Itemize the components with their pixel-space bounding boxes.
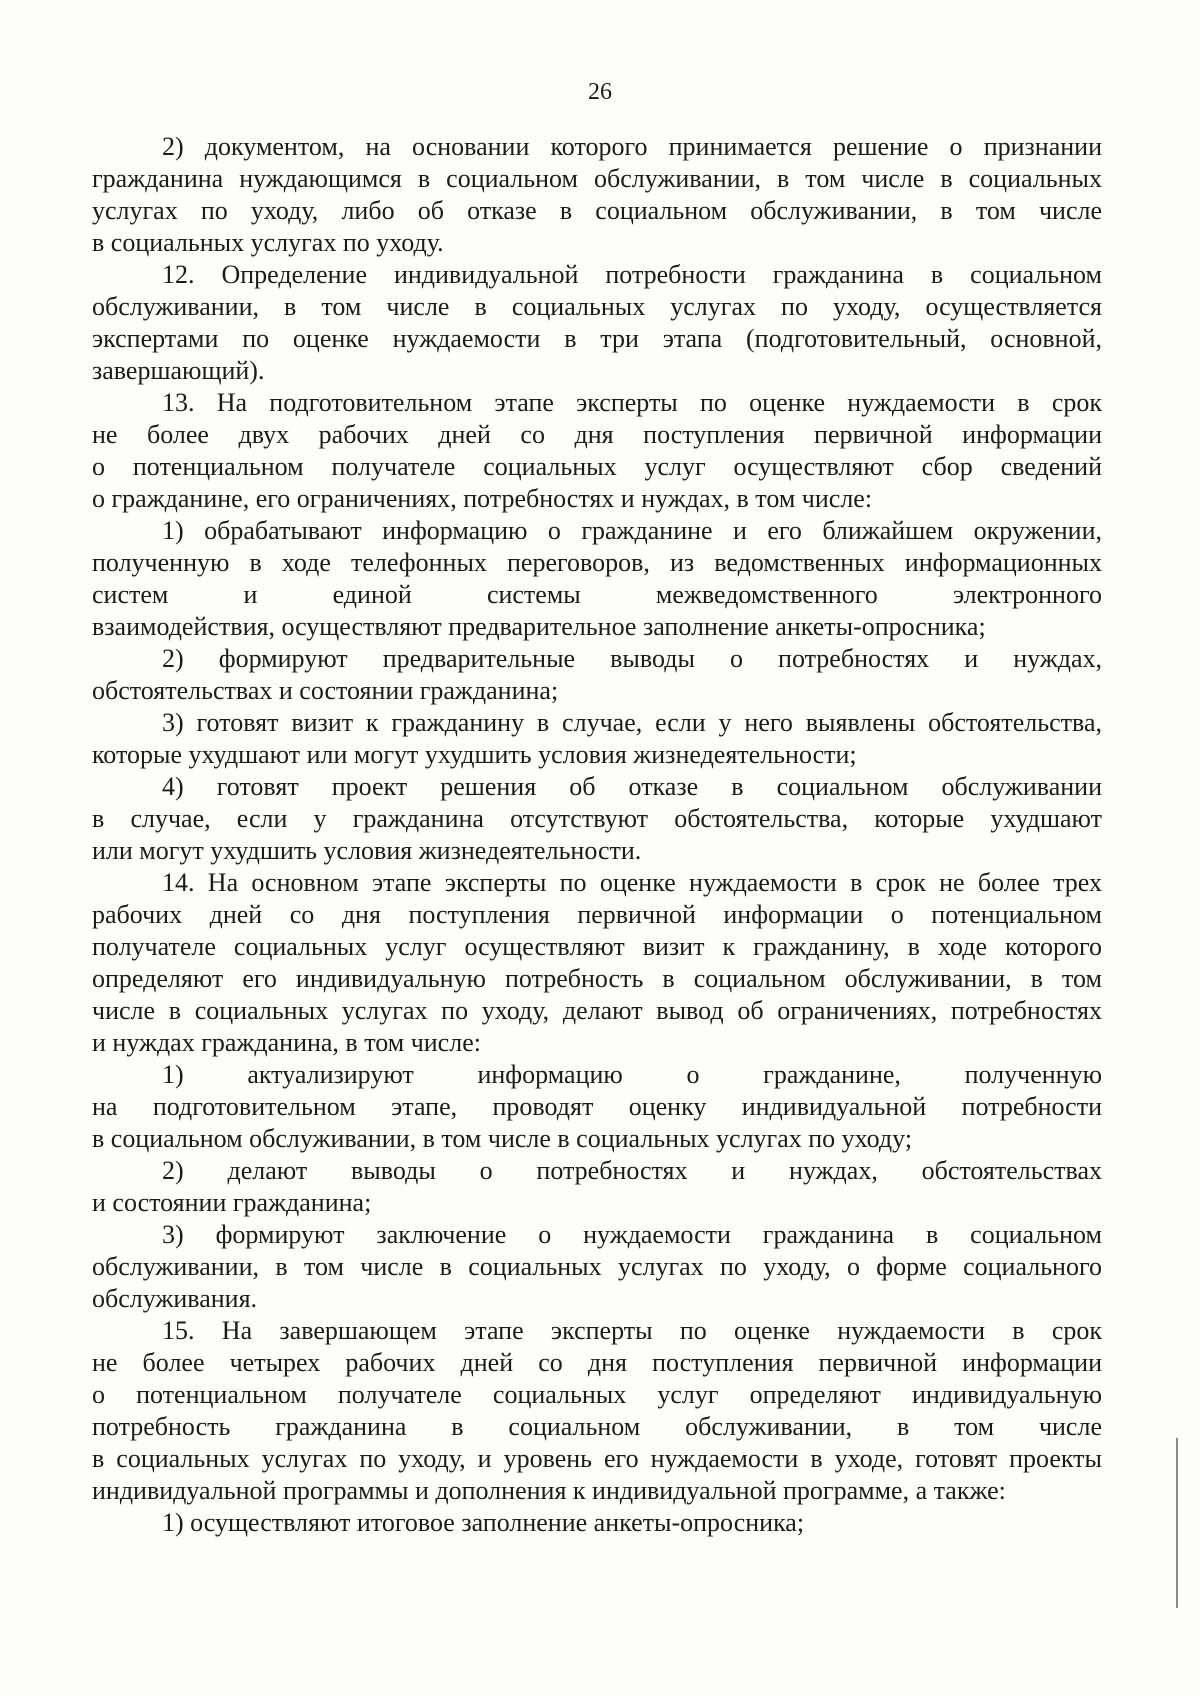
text-line: 1) осуществляют итоговое заполнение анкеты-опросника;	[162, 1508, 805, 1537]
text-line: не более двух рабочих дней со дня поступления первичной информации	[92, 420, 1102, 449]
text-line: 3) готовят визит к гражданину в случае, если у него выявлены обстоятельства,	[162, 708, 1102, 737]
document-body	[92, 131, 1102, 1539]
text-line: гражданина нуждающимся в социальном обслуживании, в том числе в социальных	[92, 164, 1102, 193]
text-line: 1) обрабатывают информацию о гражданине и его ближайшем окружении,	[162, 516, 1102, 545]
text-line: 14. На основном этапе эксперты по оценке нуждаемости в срок не более трех	[162, 868, 1102, 897]
text-line: 2) формируют предварительные выводы о потребностях и нуждах,	[162, 644, 1102, 673]
text-line: о потенциальном получателе социальных услуг определяют индивидуальную	[92, 1380, 1102, 1409]
text-line: завершающий).	[92, 356, 265, 385]
text-line: 2) документом, на основании которого принимается решение о признании	[162, 132, 1102, 161]
text-line: определяют его индивидуальную потребность в социальном обслуживании, в том	[92, 964, 1102, 993]
text-line: на подготовительном этапе, проводят оценку индивидуальной потребности	[92, 1092, 1102, 1121]
text-line: 13. На подготовительном этапе эксперты по оценке нуждаемости в срок	[162, 388, 1102, 417]
text-line: и состоянии гражданина;	[92, 1188, 372, 1217]
text-line: 4) готовят проект решения об отказе в социальном обслуживании	[162, 772, 1102, 801]
text-line: потребность гражданина в социальном обслуживании, в том числе	[92, 1412, 1102, 1441]
text-line: обслуживания.	[92, 1284, 258, 1313]
text-line: обстоятельствах и состоянии гражданина;	[92, 676, 559, 705]
text-line: 2) делают выводы о потребностях и нуждах, обстоятельствах	[162, 1156, 1102, 1185]
text-line: обслуживании, в том числе в социальных услугах по уходу, осуществляется	[92, 292, 1102, 321]
text-line: индивидуальной программы и дополнения к индивидуальной программе, а также:	[92, 1476, 1006, 1505]
text-line: 12. Определение индивидуальной потребности гражданина в социальном	[162, 260, 1102, 289]
text-line: услугах по уходу, либо об отказе в социальном обслуживании, в том числе	[92, 196, 1102, 225]
text-line: в социальном обслуживании, в том числе в социальных услугах по уходу;	[92, 1124, 913, 1153]
text-line: рабочих дней со дня поступления первичной информации о потенциальном	[92, 900, 1102, 929]
text-line: 3) формируют заключение о нуждаемости гражданина в социальном	[162, 1220, 1102, 1249]
text-line: 1) актуализируют информацию о гражданине, полученную	[162, 1060, 1102, 1089]
text-line: о гражданине, его ограничениях, потребностях и нуждах, в том числе:	[92, 484, 873, 513]
text-line: в социальных услугах по уходу.	[92, 228, 444, 257]
text-line: которые ухудшают или могут ухудшить условия жизнедеятельности;	[92, 740, 857, 769]
text-line: получателе социальных услуг осуществляют визит к гражданину, в ходе которого	[92, 932, 1102, 961]
text-line: обслуживании, в том числе в социальных услугах по уходу, о форме социального	[92, 1252, 1102, 1281]
text-line: или могут ухудшить условия жизнедеятельности.	[92, 836, 642, 865]
text-line: и нуждах гражданина, в том числе:	[92, 1028, 481, 1057]
text-line: взаимодействия, осуществляют предварительное заполнение анкеты-опросника;	[92, 612, 986, 641]
page-number: 26	[588, 79, 612, 105]
scan-edge-mark	[1176, 1438, 1178, 1608]
text-line: не более четырех рабочих дней со дня поступления первичной информации	[92, 1348, 1102, 1377]
text-line: в социальных услугах по уходу, и уровень его нуждаемости в уходе, готовят проекты	[92, 1444, 1102, 1473]
text-line: экспертами по оценке нуждаемости в три этапа (подготовительный, основной,	[92, 324, 1102, 353]
text-line: числе в социальных услугах по уходу, делают вывод об ограничениях, потребностях	[92, 996, 1102, 1025]
text-line: в случае, если у гражданина отсутствуют обстоятельства, которые ухудшают	[92, 804, 1102, 833]
text-line: 15. На завершающем этапе эксперты по оценке нуждаемости в срок	[162, 1316, 1102, 1345]
text-line: о потенциальном получателе социальных услуг осуществляют сбор сведений	[92, 452, 1102, 481]
text-line: систем и единой системы межведомственного электронного	[92, 580, 1102, 609]
text-line: полученную в ходе телефонных переговоров, из ведомственных информационных	[92, 548, 1102, 577]
